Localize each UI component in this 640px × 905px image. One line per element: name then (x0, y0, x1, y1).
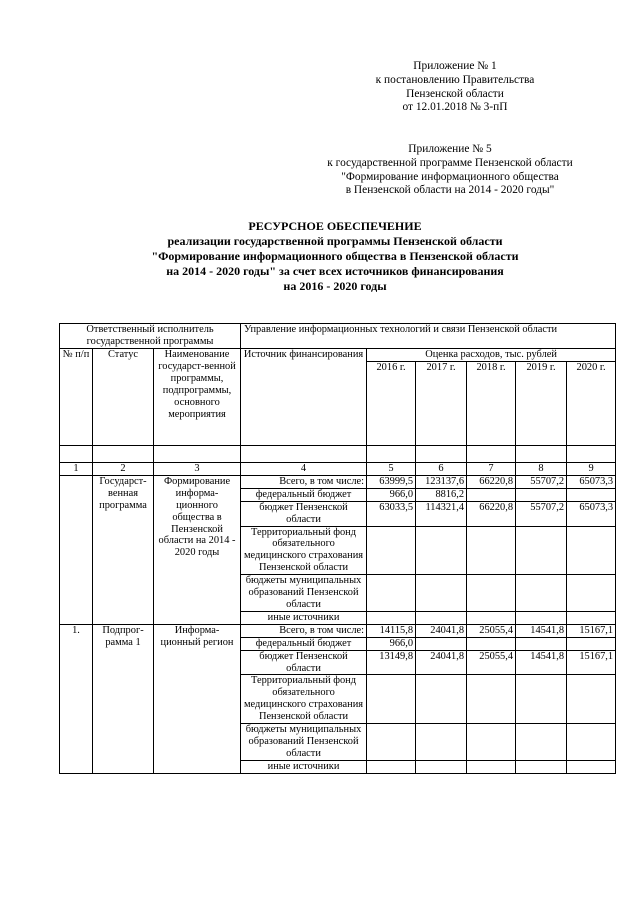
col-name-header: Наименование государст-венной программы, подпрограммы, основного мероприятия (154, 349, 241, 446)
row-status: Подпрог-рамма 1 (93, 624, 154, 773)
table-row (60, 624, 616, 637)
year-header: 2020 г. (567, 362, 616, 446)
value-cell: 65073,3 (567, 501, 616, 526)
source-total: Всего, в том числе: (241, 624, 367, 637)
header-line: от 12.01.2018 № 3-пП (402, 101, 508, 114)
value-cell: 55707,2 (516, 501, 567, 526)
responsible-label: Ответственный исполнитель государственной программы (60, 324, 241, 349)
value-cell: 63999,5 (367, 475, 416, 488)
value-cell: 25055,4 (467, 650, 516, 675)
header-line: "Формирование информационного общества (341, 170, 559, 183)
source-other: иные источники (241, 611, 367, 624)
column-number: 3 (154, 463, 241, 476)
value-cell: 13149,8 (367, 650, 416, 675)
source-other: иные источники (241, 760, 367, 773)
column-number: 7 (467, 463, 516, 476)
row-name: Формирование информа-ционного общества в Пензенской области на 2014 - 2020 годы (154, 475, 241, 624)
value-cell: 8816,2 (416, 488, 467, 501)
row-number (60, 475, 93, 624)
header-line: Пензенской области (406, 87, 504, 100)
value-cell: 24041,8 (416, 650, 467, 675)
value-cell: 14541,8 (516, 650, 567, 675)
header-line: к государственной программе Пензенской области (327, 156, 573, 169)
column-number: 4 (241, 463, 367, 476)
column-number: 6 (416, 463, 467, 476)
value-cell: 65073,3 (567, 475, 616, 488)
title-line: на 2014 - 2020 годы" за счет всех источников финансирования (166, 264, 504, 278)
value-cell (516, 488, 567, 501)
spacer-row (60, 446, 616, 463)
col-estimate-header: Оценка расходов, тыс. рублей (367, 349, 616, 362)
header-row (60, 349, 616, 362)
appendix-5-header (300, 143, 600, 198)
source-tfoms: Территориальный фонд обязательного медицинского страхования Пензенской области (241, 675, 367, 724)
appendix-1-header (340, 60, 570, 115)
table-row (60, 475, 616, 488)
source-municipal: бюджеты муниципальных образований Пензенской области (241, 724, 367, 761)
header-line: Приложение № 1 (413, 60, 497, 72)
source-federal: федеральный бюджет (241, 637, 367, 650)
column-numbers-row (60, 463, 616, 476)
column-number: 9 (567, 463, 616, 476)
column-number: 5 (367, 463, 416, 476)
col-status-header: Статус (93, 349, 154, 446)
year-header: 2018 г. (467, 362, 516, 446)
column-number: 8 (516, 463, 567, 476)
value-cell: 966,0 (367, 637, 416, 650)
document-title (100, 219, 570, 294)
title-line: "Формирование информационного общества в Пензенской области (151, 249, 519, 263)
title-line: на 2016 - 2020 годы (283, 279, 387, 293)
value-cell: 55707,2 (516, 475, 567, 488)
value-cell: 14541,8 (516, 624, 567, 637)
row-number: 1. (60, 624, 93, 773)
year-header: 2016 г. (367, 362, 416, 446)
title-line: реализации государственной программы Пензенской области (167, 234, 503, 248)
value-cell: 25055,4 (467, 624, 516, 637)
year-header: 2019 г. (516, 362, 567, 446)
col-no-header: № п/п (60, 349, 93, 446)
value-cell (467, 637, 516, 650)
source-tfoms: Территориальный фонд обязательного медицинского страхования Пензенской области (241, 526, 367, 575)
source-federal: федеральный бюджет (241, 488, 367, 501)
row-name: Информа-ционный регион (154, 624, 241, 773)
source-municipal: бюджеты муниципальных образований Пензенской области (241, 575, 367, 612)
source-regional: бюджет Пензенской области (241, 501, 367, 526)
value-cell: 15167,1 (567, 650, 616, 675)
value-cell: 114321,4 (416, 501, 467, 526)
value-cell: 123137,6 (416, 475, 467, 488)
value-cell: 966,0 (367, 488, 416, 501)
header-line: в Пензенской области на 2014 - 2020 годы" (345, 184, 555, 197)
title-line: РЕСУРСНОЕ ОБЕСПЕЧЕНИЕ (248, 219, 422, 233)
value-cell (516, 637, 567, 650)
responsible-value: Управление информационных технологий и связи Пензенской области (241, 324, 616, 349)
value-cell (567, 637, 616, 650)
source-regional: бюджет Пензенской области (241, 650, 367, 675)
source-total: Всего, в том числе: (241, 475, 367, 488)
value-cell: 15167,1 (567, 624, 616, 637)
value-cell: 66220,8 (467, 501, 516, 526)
column-number: 1 (60, 463, 93, 476)
value-cell (467, 488, 516, 501)
resource-table (59, 323, 616, 774)
responsible-row (60, 324, 616, 349)
value-cell: 66220,8 (467, 475, 516, 488)
header-line: к постановлению Правительства (375, 73, 535, 86)
column-number: 2 (93, 463, 154, 476)
header-line: Приложение № 5 (408, 143, 492, 155)
row-status: Государст-венная программа (93, 475, 154, 624)
value-cell: 14115,8 (367, 624, 416, 637)
value-cell (567, 488, 616, 501)
value-cell: 24041,8 (416, 624, 467, 637)
col-source-header: Источник финансирования (241, 349, 367, 446)
value-cell: 63033,5 (367, 501, 416, 526)
value-cell (416, 637, 467, 650)
year-header: 2017 г. (416, 362, 467, 446)
